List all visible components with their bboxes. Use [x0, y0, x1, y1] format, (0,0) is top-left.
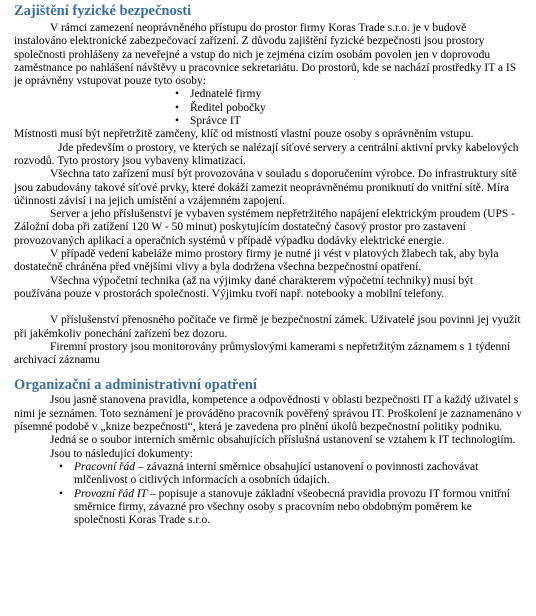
section-heading-organizational-measures: Organizační a administrativní opatření — [14, 377, 257, 394]
paragraph-documents-intro: Jsou to následující dokumenty: — [50, 447, 193, 460]
paragraph-computing-equipment: Všechna výpočetní technika (až na výjimky dané charakterem výpočetní techniky) musí být používána pouze v prostorách společnosti. Výjimku tvoří např. notebooky a mobilní telefony. — [14, 274, 474, 300]
paragraph-locked-rooms: Místnosti musí být nepřetržitě zamčeny, klíč od místností vlastní pouze osoby s oprávněním vstupu. — [14, 128, 474, 141]
bullet-icon: • — [175, 115, 180, 128]
list-item — [14, 488, 522, 528]
document-description: – popisuje a stanovuje základní všeobecná pravidla provozu IT formou vnitřní směrnice firmy, závazné pro všechny osoby s pracovním nebo obdobným poměrem ke společnosti Koras Trade s.r.o. — [74, 487, 510, 527]
list-item: • Správce IT — [175, 115, 241, 128]
list-item: • Ředitel pobočky — [175, 101, 266, 114]
paragraph-network-devices: Všechna tato zařízení musí být provozována v souladu s doporučením výrobce. Do infrastruktury sítě jsou zabudovány takové síťové prvky, které dokáží zamezit neoprávněnému proniknutí do vnitřní sítě. Míra účinnosti závisí i na jejich umístění a vzájemném zapojení. — [14, 168, 517, 207]
paragraph-rules: Jsou jasně stanovena pravidla, kompetence a odpovědnosti v oblasti bezpečnosti IT a každý uživatel s nimi je seznámen. Toto seznámení je prováděno pracovník pověřený správou IT. Proškolení je zaznamenáno v písemné podobě v „knize bezpečnosti“, která je zavedena pro plnění úkolů bezpečnostní politiky podniku. — [14, 394, 522, 434]
documents-list — [14, 461, 522, 527]
paragraph-cabling: V případě vedení kabeláže mimo prostory firmy je nutné ji vést v platových žlabech tak, aby byla dostatečně chráněna před vnějšími vlivy a byla dodržena všechna bezpečnostní opatření. — [14, 248, 499, 274]
paragraph-server-rooms: Jde především o prostory, ve kterých se nalézají síťové servery a centrální aktivní prvky kabelových rozvodů. Tyto prostory jsou vybaveny klimatizací. — [14, 141, 519, 167]
list-item — [14, 461, 522, 488]
authorized-roles-list — [14, 88, 522, 128]
paragraph-internal-directives: Jedná se o soubor interních směrnic obsahujících příslušná ustanovení se vztahem k IT technologiím. — [50, 434, 516, 447]
bullet-icon: • — [59, 460, 64, 473]
bullet-icon: • — [175, 88, 180, 101]
paragraph-cameras: Firemní prostory jsou monitorovány průmyslovými kamerami s nepřetržitým záznamem s 1 týdenní archivací záznamu — [14, 340, 511, 367]
bullet-icon: • — [175, 101, 180, 114]
paragraph-ups: Server a jeho příslušenství je vybaven systémem nepřetržitého napájení elektrickým proudem (UPS - Záložní doba při zatížení 120 W - 50 minut) poskytujícím dostatečný časový prostor pro zastavení provozovaných aplikací a operačních systémů v případě výpadku dodávky elektrické energie. — [14, 208, 515, 247]
document-title: Pracovní řád — [74, 460, 136, 473]
document-title: Provozní řád IT — [74, 487, 148, 500]
section-heading-physical-security: Zajištění fyzické bezpečnosti — [14, 3, 192, 19]
paragraph-laptop-lock: V příslušenství přenosného počítače ve firmě je bezpečnostní zámek. Uživatelé jsou povinni jej využít při jakémkoliv ponechání zařízení bez dozoru. — [14, 314, 521, 340]
bullet-icon: • — [59, 487, 64, 500]
list-item: • Jednatelé firmy — [175, 88, 262, 101]
intro-paragraph: V rámci zamezení neoprávněného přístupu do prostor firmy Koras Trade s.r.o. je v budově instalováno elektronické zabezpečovací zařízení. Z důvodu zajištění fyzické bezpečnosti jsou prostory společnosti prohlášeny za neveřejné a vstup do nich je zejména cizím osobám povolen jen v doprovodu zaměstnance po nahlášení návštěvy u pracovnice sekretariátu. Do prostorů, kde se nachází prostředky IT a IS je oprávněny vstupovat pouze tyto osoby: — [14, 22, 517, 88]
document-description: – závazná interní směrnice obsahující ustanovení o povinnosti zachovávat mlčenlivost o citlivých informacích a osobních údajích. — [74, 460, 479, 487]
